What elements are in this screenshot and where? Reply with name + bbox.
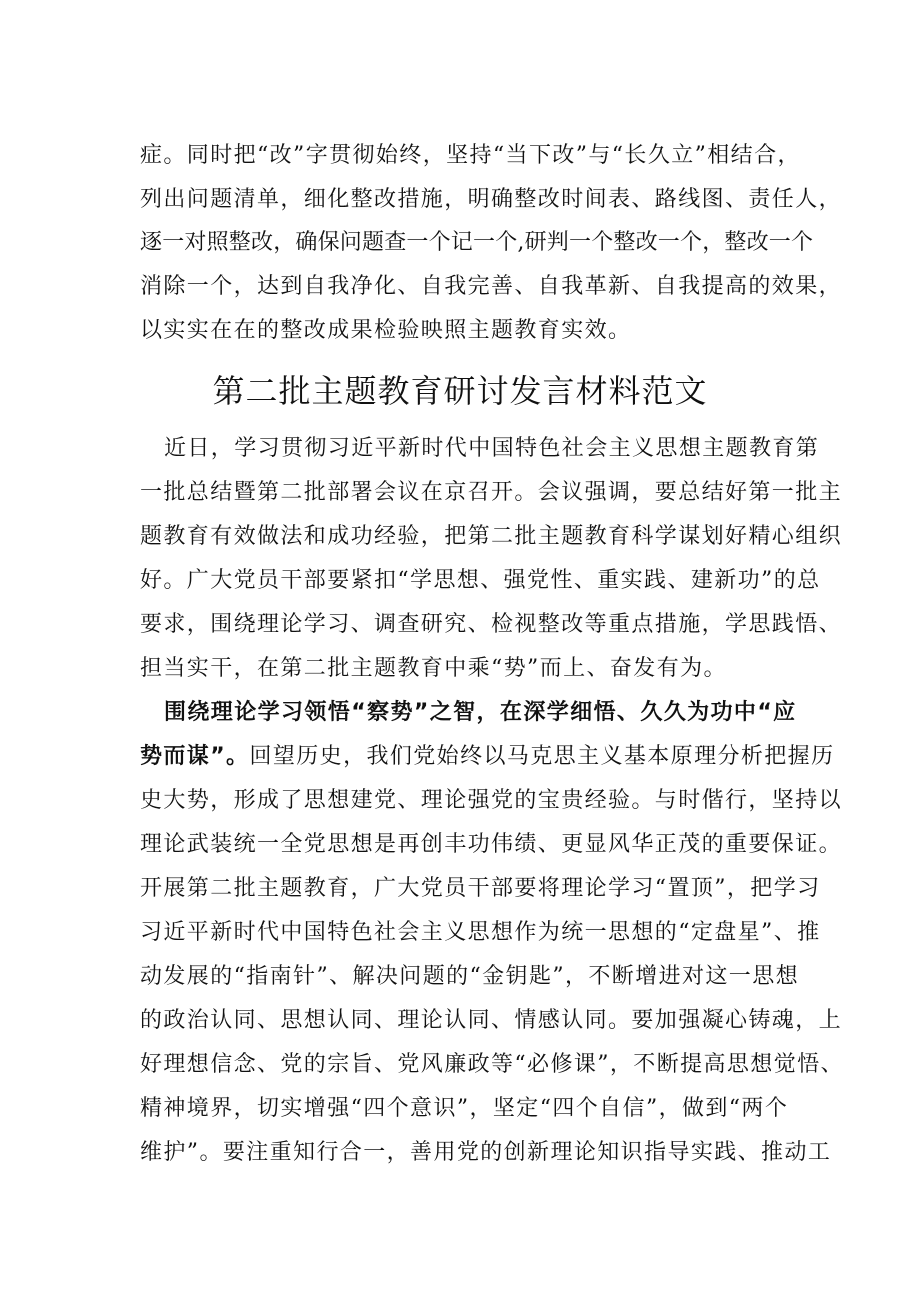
- intro-paragraph-line-6: 担当实干，在第二批主题教育中乘“势”而上、奋发有为。: [140, 656, 727, 681]
- intro-paragraph-line-2: 一批总结暨第二批部署会议在京召开。会议强调，要总结好第一批主: [140, 480, 843, 505]
- intro-paragraph-line-4: 好。广大党员干部要紧扣“学思想、强党性、重实践、建新功”的总: [140, 568, 821, 593]
- section-heading-line-1: 围绕理论学习领悟“察势”之智，在深学细悟、久久为功中“应: [164, 700, 797, 725]
- section-body-line-5: 动发展的“指南针”、解决问题的“金钥匙”，不断增进对这一思想: [140, 964, 799, 989]
- section-heading-bold-tail: 势而谋”。: [140, 744, 250, 769]
- section-body-line-4: 习近平新时代中国特色社会主义思想作为统一思想的“定盘星”、推: [140, 920, 821, 945]
- section-body-line-2: 理论武装统一全党思想是再创丰功伟绩、更显风华正茂的重要保证。: [140, 832, 843, 857]
- prev-paragraph-line-1: 症。同时把“改”字贯彻始终，坚持“当下改”与“长久立”相结合，: [140, 143, 801, 168]
- section-body-line-7: 好理想信念、党的宗旨、党风廉政等“必修课”，不断提高思想觉悟、: [140, 1052, 844, 1077]
- prev-paragraph-line-4: 消除一个，达到自我净化、自我完善、自我革新、自我提高的效果，: [140, 274, 843, 299]
- section-body-line-1: 史大势，形成了思想建党、理论强党的宝贵经验。与时偕行，坚持以: [140, 788, 843, 813]
- section-body-start: 回望历史，我们党始终以马克思主义基本原理分析把握历: [249, 744, 835, 769]
- intro-paragraph-line-5: 要求，围绕理论学习、调查研究、检视整改等重点措施，学思践悟、: [140, 612, 843, 637]
- section-body-line-8: 精神境界，切实增强“四个意识”，坚定“四个自信”，做到“两个: [140, 1096, 789, 1121]
- section-body-line-6: 的政治认同、思想认同、理论认同、情感认同。要加强凝心铸魂，上: [140, 1008, 843, 1033]
- intro-paragraph-line-3: 题教育有效做法和成功经验，把第二批主题教育科学谋划好精心组织: [140, 524, 843, 549]
- document-title: 第二批主题教育研讨发言材料范文: [212, 372, 708, 410]
- prev-paragraph-line-3: 逐一对照整改，确保问题查一个记一个,研判一个整改一个，整改一个: [140, 230, 814, 255]
- prev-paragraph-line-2: 列出问题清单，细化整改措施，明确整改时间表、路线图、责任人，: [140, 187, 843, 212]
- section-heading-line-2: [140, 744, 834, 770]
- prev-paragraph-line-5: 以实实在在的整改成果检验映照主题教育实效。: [140, 318, 632, 343]
- intro-paragraph-line-1: 近日，学习贯彻习近平新时代中国特色社会主义思想主题教育第: [164, 436, 820, 461]
- section-body-line-3: 开展第二批主题教育，广大党员干部要将理论学习“置顶”，把学习: [140, 876, 821, 901]
- section-body-line-9: 维护”。要注重知行合一，善用党的创新理论知识指导实践、推动工: [140, 1140, 832, 1165]
